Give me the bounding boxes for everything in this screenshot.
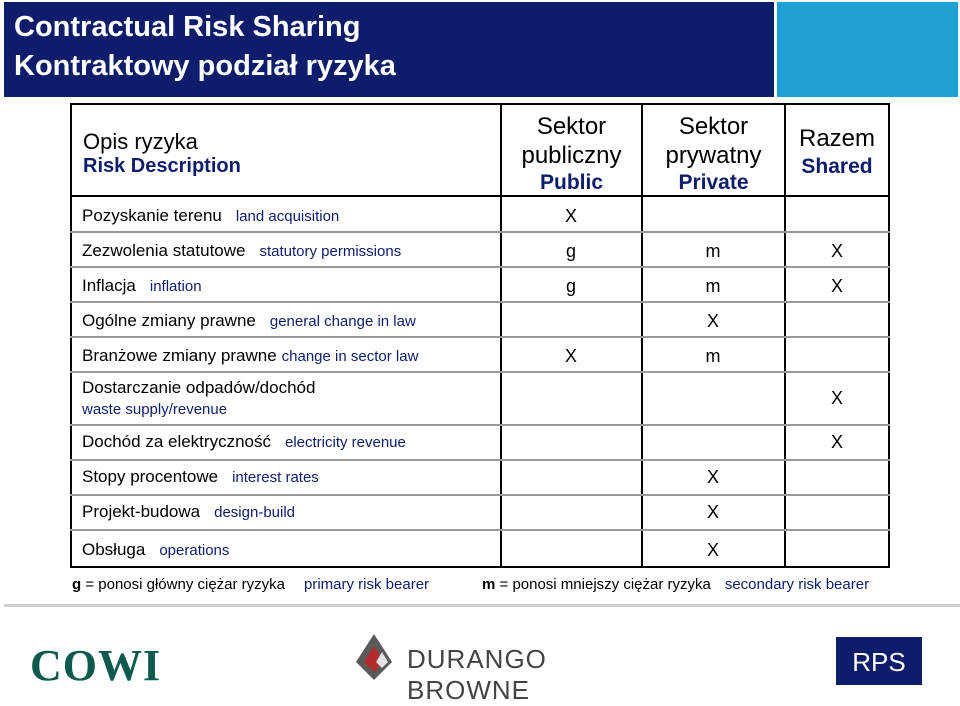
table-row-description — [82, 467, 319, 487]
legend-g-key: g — [72, 576, 82, 593]
risk-label-en: design-build — [214, 504, 296, 521]
slide-title-english: Contractual Risk Sharing — [14, 11, 361, 43]
grid-line-shared-left — [784, 197, 786, 567]
private-mark: X — [706, 467, 719, 487]
risk-label-pl: Projekt-budowa — [82, 502, 201, 521]
risk-label-en: waste supply/revenue — [82, 401, 228, 418]
header-description-pl: Opis ryzyka — [83, 129, 198, 154]
private-mark: m — [705, 346, 721, 366]
grid-line-left — [70, 197, 72, 567]
public-mark: X — [564, 206, 577, 226]
risk-label-pl: Branżowe zmiany prawne — [82, 346, 277, 365]
grid-line-private-left — [641, 197, 643, 567]
footer-divider — [4, 604, 960, 607]
table-row-description — [82, 502, 295, 522]
header-public-pl1: Sektor — [536, 113, 607, 140]
header-public-pl2: publiczny — [521, 142, 622, 169]
shared-mark: X — [830, 241, 843, 261]
risk-label-pl: Zezwolenia statutowe — [82, 241, 246, 260]
row-divider — [70, 371, 890, 373]
rps-logo — [836, 637, 922, 685]
row-divider — [70, 494, 890, 496]
risk-label-en: interest rates — [232, 469, 319, 486]
risk-label-en: operations — [159, 542, 230, 559]
header-description-en: Risk Description — [83, 155, 241, 177]
public-mark: X — [564, 346, 577, 366]
grid-line-right — [888, 197, 890, 567]
legend-g-pl: = ponosi główny ciężar ryzyka — [81, 576, 286, 593]
row-divider — [70, 336, 890, 338]
durango-browne-logo — [352, 632, 624, 705]
row-divider — [70, 566, 890, 568]
legend-g-en: primary risk bearer — [304, 576, 430, 593]
grid-line-public-left — [500, 197, 502, 567]
table-row-description — [82, 276, 202, 296]
private-mark: m — [705, 241, 721, 261]
row-divider — [70, 424, 890, 426]
risk-label-en: inflation — [149, 278, 202, 295]
shared-mark: X — [830, 432, 843, 452]
header-cell-private — [641, 103, 786, 197]
table-row-description — [82, 346, 418, 366]
risk-label-pl: Dochód za elektryczność — [82, 432, 271, 451]
risk-label-en: general change in law — [269, 313, 416, 330]
risk-label-pl: Pozyskanie terenu — [82, 206, 222, 225]
durango-mark-icon — [352, 632, 402, 682]
shared-mark: X — [830, 276, 843, 296]
risk-label-pl: Ogólne zmiany prawne — [82, 311, 256, 330]
row-divider — [70, 266, 890, 268]
legend-secondary — [482, 576, 869, 593]
header-private-pl1: Sektor — [678, 113, 749, 140]
cowi-logo: COWI — [30, 641, 162, 690]
header-cell-shared — [784, 103, 890, 197]
table-row-description — [82, 311, 416, 331]
risk-label-en: land acquisition — [235, 208, 340, 225]
private-mark: m — [705, 276, 721, 296]
shared-mark: X — [830, 388, 843, 408]
table-row-description — [82, 241, 401, 261]
public-mark: g — [565, 241, 576, 261]
private-mark: X — [706, 502, 719, 522]
table-row-description — [82, 540, 229, 560]
public-mark: g — [565, 276, 576, 296]
durango-logo-text: DURANGO BROWNE — [407, 644, 547, 705]
header-public-en: Public — [539, 171, 603, 194]
row-divider — [70, 231, 890, 233]
risk-label-en: change in sector law — [281, 348, 419, 365]
risk-label-en: electricity revenue — [284, 434, 406, 451]
header-private-en: Private — [678, 171, 749, 194]
header-cell-description — [70, 103, 502, 197]
header-accent-block — [777, 2, 958, 97]
legend-primary — [72, 576, 429, 593]
risk-label-en: statutory permissions — [259, 243, 402, 260]
risk-label-pl: Dostarczanie odpadów/dochód — [82, 378, 316, 397]
private-mark: X — [706, 311, 719, 331]
table-row-description — [82, 432, 406, 452]
legend-m-pl: = ponosi mniejszy ciężar ryzyka — [495, 576, 711, 593]
header-private-pl2: prywatny — [665, 142, 762, 169]
risk-label-pl: Stopy procentowe — [82, 467, 219, 486]
risk-label-pl: Obsługa — [82, 540, 146, 559]
private-mark: X — [706, 540, 719, 560]
table-row-description — [82, 206, 339, 226]
slide-title-polish: Kontraktowy podział ryzyka — [14, 50, 396, 82]
legend-m-key: m — [482, 576, 496, 593]
rps-logo-text: RPS — [852, 647, 906, 677]
header-cell-public — [500, 103, 643, 197]
header-shared-pl: Razem — [798, 125, 876, 152]
row-divider — [70, 459, 890, 461]
header-shared-en: Shared — [801, 155, 873, 178]
legend-m-en: secondary risk bearer — [724, 576, 870, 593]
row-divider — [70, 301, 890, 303]
row-divider — [70, 529, 890, 531]
risk-label-pl: Inflacja — [82, 276, 136, 295]
